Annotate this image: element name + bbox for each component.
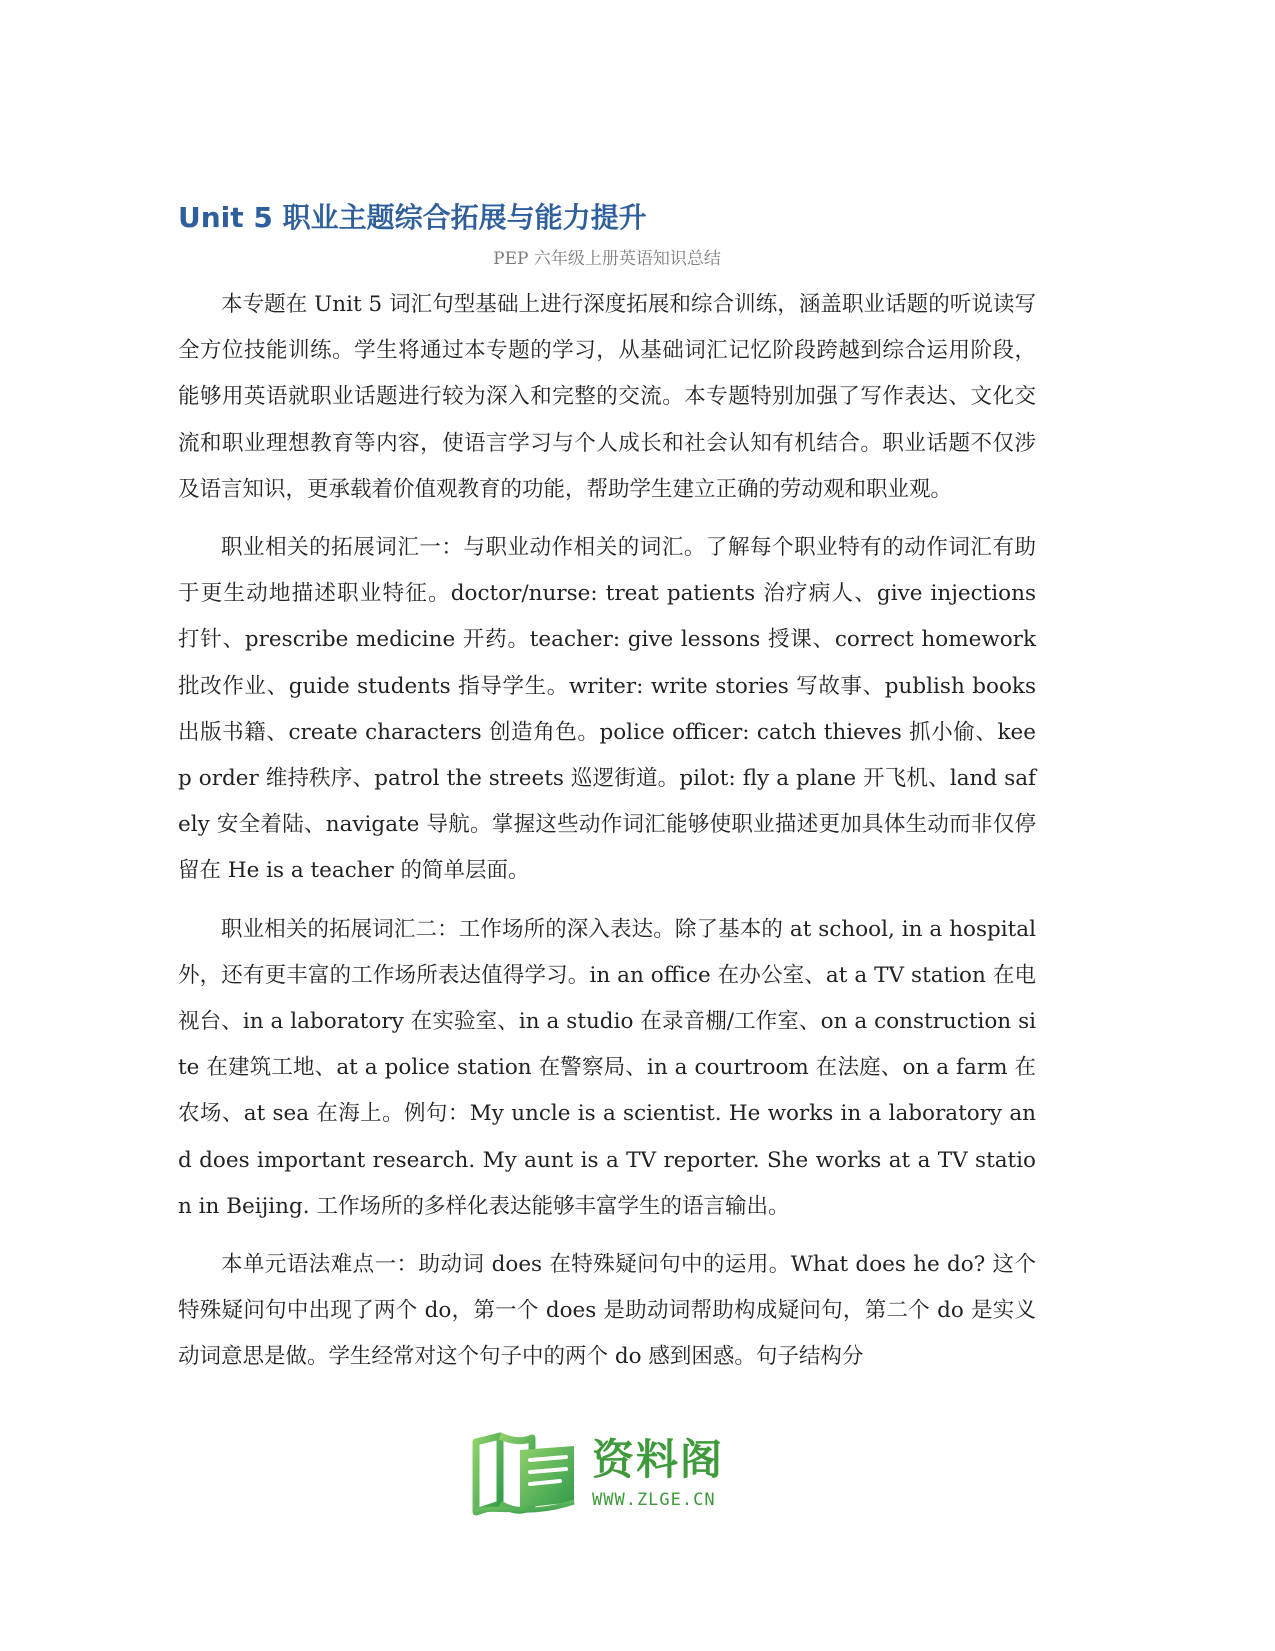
paragraph-grammar-does: 本单元语法难点一：助动词 does 在特殊疑问句中的运用。What does he do? 这个特殊疑问句中出现了两个 do，第一个 does 是助动词帮助构成疑问句，第二个 do 是实义动词意思是做。学生经常对这个句子中的两个 do 感到困惑。句子结构分	[178, 1252, 1036, 1370]
paragraph-vocabulary-actions: 职业相关的拓展词汇一：与职业动作相关的词汇。了解每个职业特有的动作词汇有助于更生动地描述职业特征。doctor/nurse: treat patients 治疗病人、give injections 打针、prescribe medicine 开药。teacher: give lessons 授课、correct homework 批改作业、guide students 指导学生。writer: write stories 写故事、publish books 出版书籍、create characters 创造角色。police officer: catch thieves 抓小偷、keep order 维持秩序、patrol the streets 巡逻街道。pilot: fly a plane 开飞机、land safely 安全着陆、navigate 导航。掌握这些动作词汇能够使职业描述更加具体生动而非仅停留在 He is a teacher 的简单层面。	[178, 535, 1036, 884]
paragraph-vocabulary-workplaces: 职业相关的拓展词汇二：工作场所的深入表达。除了基本的 at school, in a hospital 外，还有更丰富的工作场所表达值得学习。in an office 在办公室、at a TV station 在电视台、in a laboratory 在实验室、in a studio 在录音棚/工作室、on a construction site 在建筑工地、at a police station 在警察局、in a courtroom 在法庭、on a farm 在农场、at sea 在海上。例句：My uncle is a scientist. He works in a laboratory and does important research. My aunt is a TV reporter. She works at a TV station in Beijing. 工作场所的多样化表达能够丰富学生的语言输出。	[178, 916, 1036, 1219]
watermark-logo	[470, 1432, 740, 1522]
document-subtitle: PEP 六年级上册英语知识总结	[493, 249, 721, 269]
watermark-brand: 资料阁	[592, 1435, 725, 1484]
paragraph-intro: 本专题在 Unit 5 词汇句型基础上进行深度拓展和综合训练，涵盖职业话题的听说读写全方位技能训练。学生将通过本专题的学习，从基础词汇记忆阶段跨越到综合运用阶段，能够用英语就职业话题进行较为深入和完整的交流。本专题特别加强了写作表达、文化交流和职业理想教育等内容，使语言学习与个人成长和社会认知有机结合。职业话题不仅涉及语言知识，更承载着价值观教育的功能，帮助学生建立正确的劳动观和职业观。	[178, 292, 1036, 502]
document-title: Unit 5 职业主题综合拓展与能力提升	[178, 201, 647, 234]
open-book-icon	[470, 1432, 582, 1520]
watermark-url: WWW.ZLGE.CN	[592, 1490, 716, 1510]
document-body	[178, 282, 1036, 1393]
